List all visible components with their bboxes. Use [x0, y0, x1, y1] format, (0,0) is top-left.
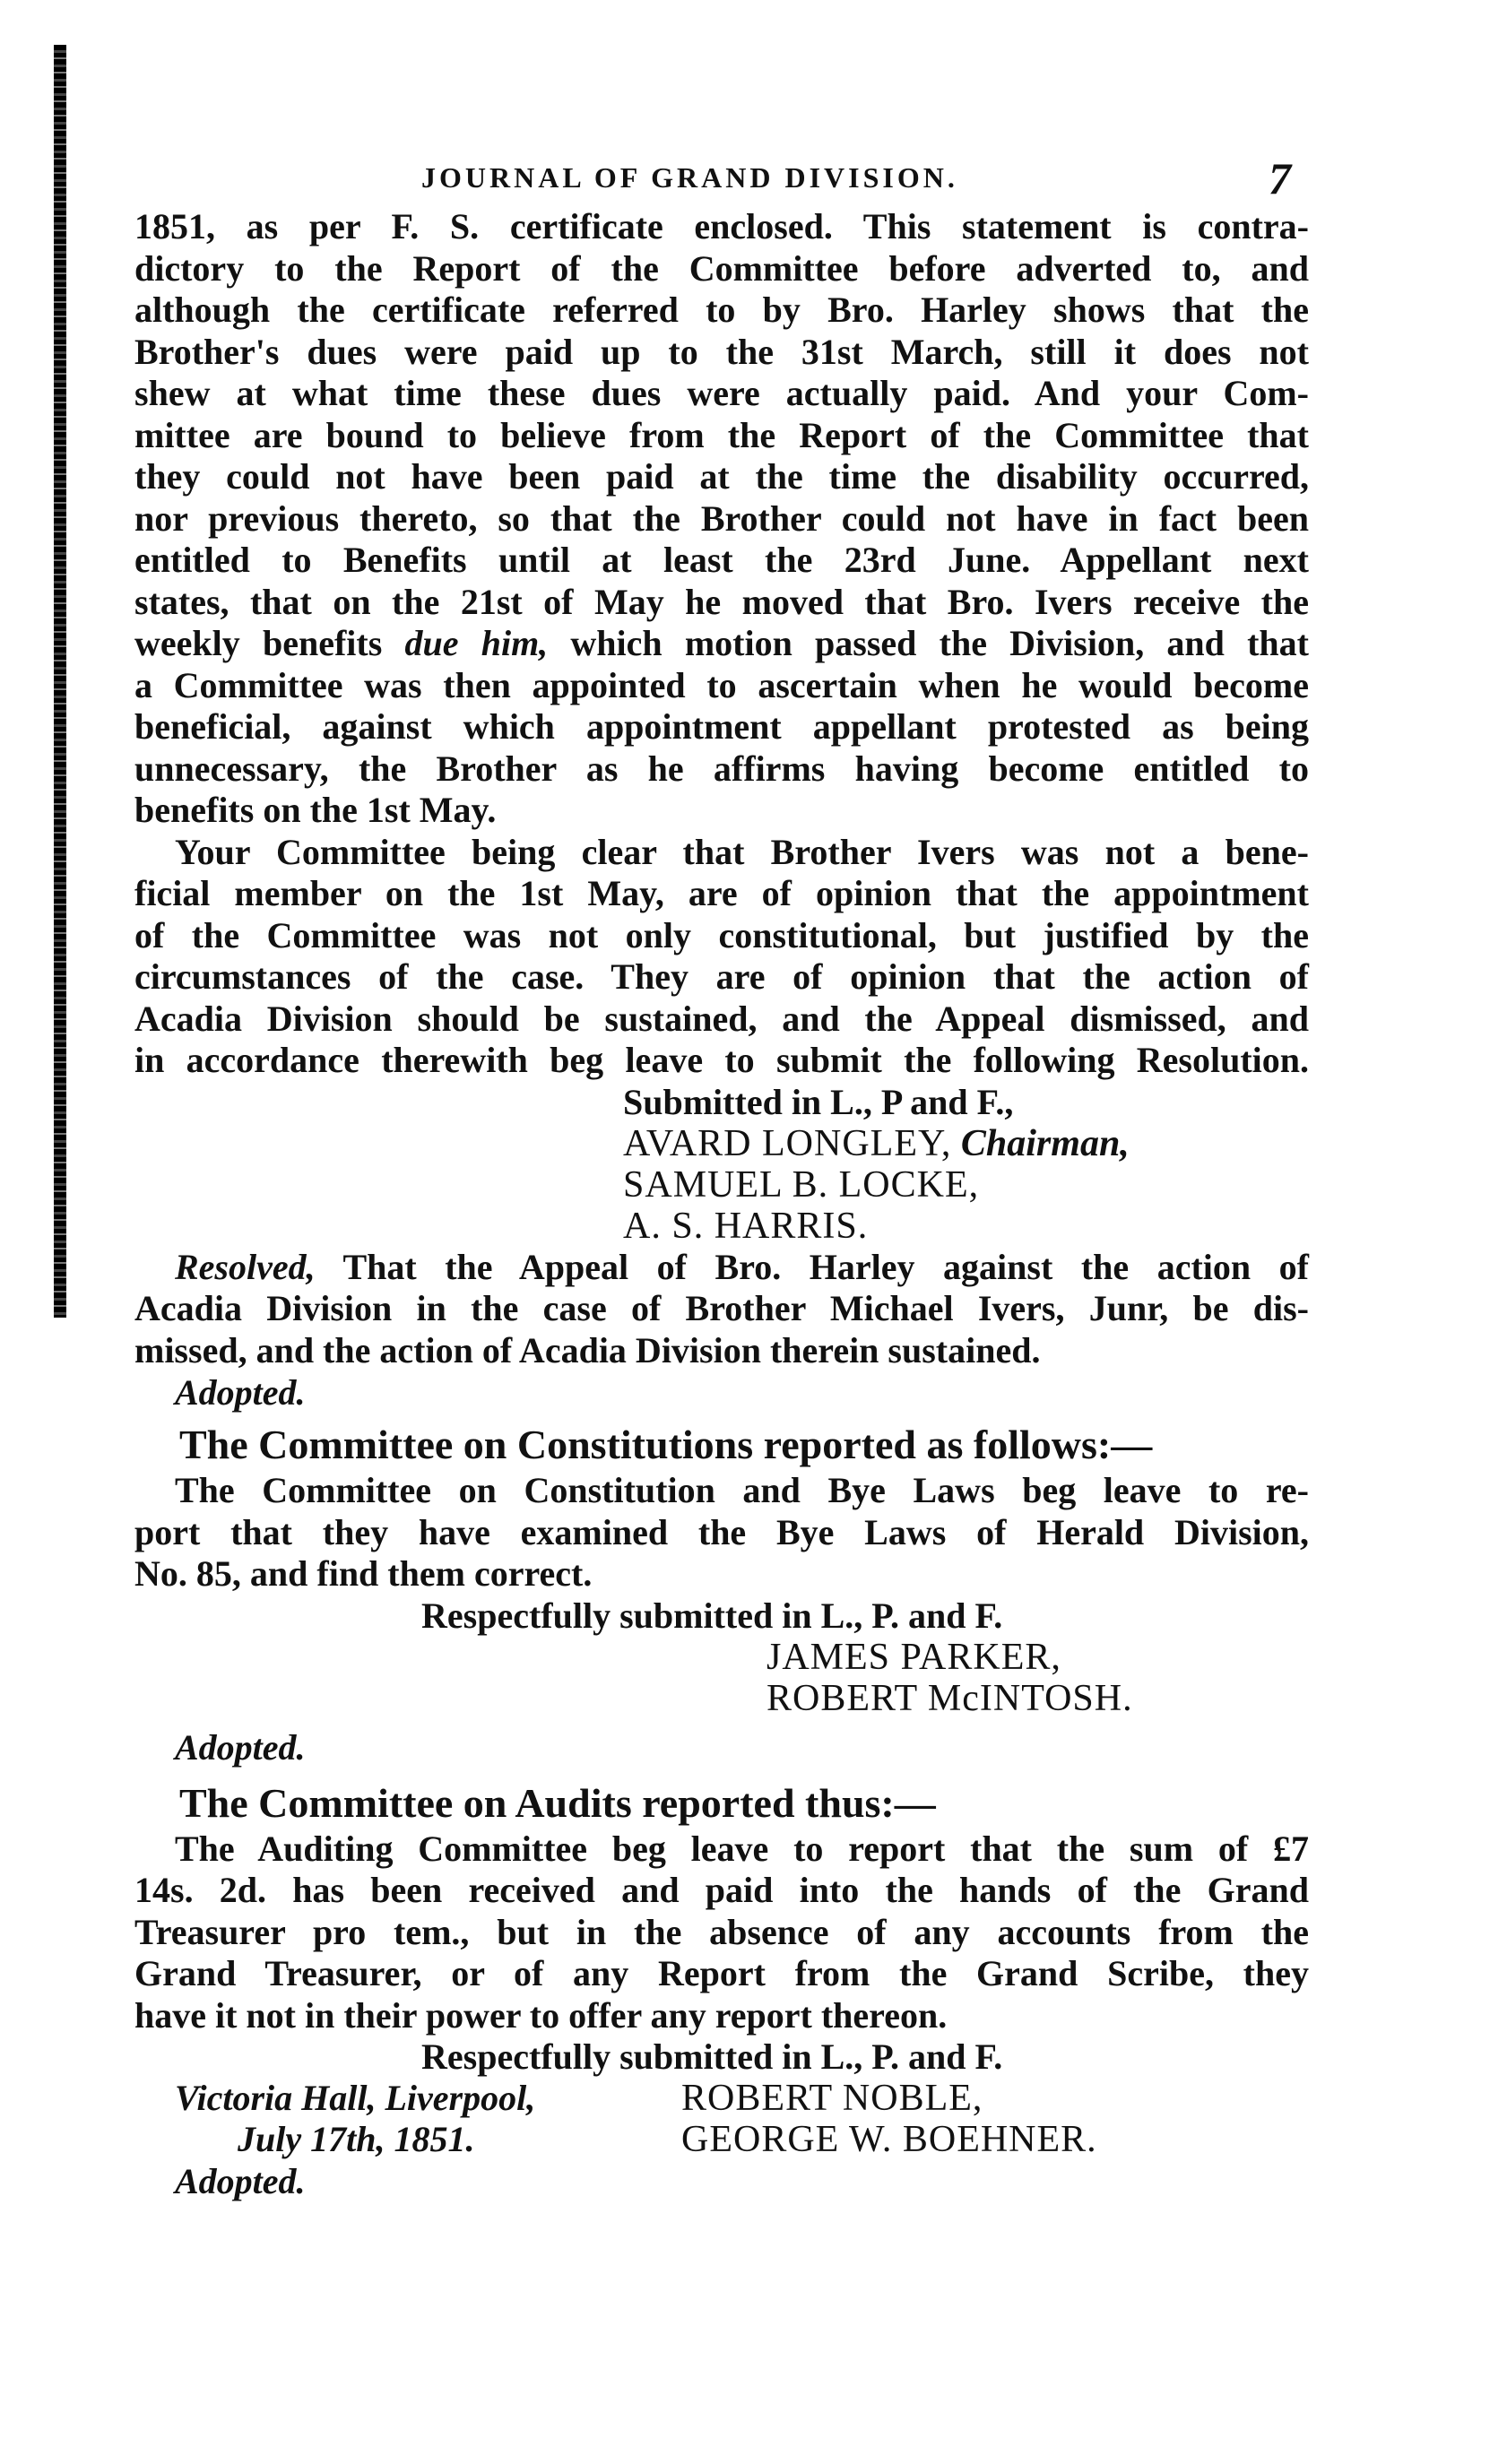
page-number: 7 [1269, 153, 1291, 203]
text-line: shew at what time these dues were actually paid. And your Com- [134, 373, 1309, 413]
paragraph-committee-opinion [134, 832, 1309, 1082]
submitted-line: Submitted in L., P and F., [623, 1081, 1014, 1122]
paragraph-audits-report [134, 1829, 1309, 2037]
text-line: The Committee on Constitution and Bye Laws beg leave to re- [175, 1470, 1309, 1510]
running-head [134, 152, 1309, 206]
signatory-name: ROBERT McINTOSH. [766, 1677, 1133, 1719]
signatory-role: Chairman, [960, 1122, 1130, 1164]
signatory-name: GEORGE W. BOEHNER. [681, 2119, 1097, 2160]
text-line: port that they have examined the Bye Laws of Herald Division, [134, 1511, 1309, 1552]
text-line: Treasurer pro tem., but in the absence of any accounts from the [134, 1911, 1309, 1952]
text-line [134, 623, 1309, 665]
signatory [134, 1123, 1309, 1164]
submitted-line: Respectfully submitted in L., P. and F. [421, 1595, 1003, 1636]
text-line: Your Committee being clear that Brother Ivers was not a bene- [175, 831, 1309, 872]
place-line: Victoria Hall, Liverpool, [175, 2078, 536, 2118]
section-heading-audits: The Committee on Audits reported thus:— [179, 1779, 936, 1826]
text-line: a Committee was then appointed to ascertain when he would become [134, 664, 1309, 705]
signatory-name: JAMES PARKER, [766, 1636, 1061, 1678]
paragraph-resolution [134, 1247, 1309, 1372]
text-line: mittee are bound to believe from the Report of the Committee that [134, 414, 1309, 455]
adopted-note: Adopted. [175, 1372, 306, 1413]
text-line: unnecessary, the Brother as he affirms having become entitled to [134, 748, 1309, 789]
submitted-line: Respectfully submitted in L., P. and F. [421, 2036, 1003, 2077]
text-line: The Auditing Committee beg leave to report that the sum of £7 [175, 1828, 1309, 1869]
signatory-name: ROBERT NOBLE, [681, 2078, 983, 2119]
text-line: 14s. 2d. has been received and paid into the hands of the Grand [134, 1870, 1309, 1910]
text-line: beneficial, against which appointment appellant protested as being [134, 706, 1309, 747]
signatory-name: A. S. HARRIS. [623, 1205, 869, 1247]
running-head-title: JOURNAL OF GRAND DIVISION. [421, 161, 958, 194]
text-line: nor previous thereto, so that the Brother could not have in fact been [134, 497, 1309, 539]
adopted-note: Adopted. [175, 1726, 306, 1768]
text-line: although the certificate referred to by Bro. Harley shows that the [134, 290, 1309, 330]
text-line: in accordance therewith beg leave to submit the following Resolution. [134, 1040, 1309, 1080]
text-line: missed, and the action of Acadia Division therein sustained. [134, 1329, 1041, 1370]
signatory-name: AVARD LONGLEY, [623, 1122, 952, 1164]
book-binding-edge [54, 45, 66, 1318]
signature-block-constitutions [134, 1595, 1309, 1719]
text-run: which motion passed the Division, and that [548, 623, 1309, 663]
signature-block-appeal [134, 1082, 1309, 1247]
text-line: dictory to the Report of the Committee before adverted to, and [134, 247, 1309, 289]
paragraph-appeal-statement [134, 206, 1309, 832]
paragraph-constitutions-report [134, 1470, 1309, 1595]
text-line: Acadia Division should be sustained, and the Appeal dismissed, and [134, 998, 1309, 1039]
resolved-label: Resolved, [175, 1246, 316, 1287]
text-run: weekly benefits [134, 623, 405, 663]
signature-row [134, 2119, 1309, 2160]
text-line: Acadia Division in the case of Brother Michael Ivers, Junr, be dis- [134, 1288, 1309, 1328]
section-heading-constitutions: The Committee on Constitutions reported as follows:— [179, 1422, 1153, 1467]
text-line [134, 1247, 1309, 1289]
page [134, 152, 1309, 2203]
text-line: circumstances of the case. They are of opinion that the action of [134, 956, 1309, 997]
adopted-note: Adopted. [175, 2161, 306, 2201]
italic-text: due him, [404, 623, 549, 663]
text-line: benefits on the 1st May. [134, 790, 497, 830]
text-line: of the Committee was not only constitutional, but justified by the [134, 914, 1309, 955]
signature-row [134, 2078, 1309, 2119]
text-line: 1851, as per F. S. certificate enclosed. This statement is contra- [134, 206, 1309, 246]
text-line: Grand Treasurer, or of any Report from the Grand Scribe, they [134, 1953, 1309, 1993]
text-line: Brother's dues were paid up to the 31st March, still it does not [134, 331, 1309, 372]
text-line: states, that on the 21st of May he moved that Bro. Ivers receive the [134, 581, 1309, 622]
date-line: July 17th, 1851. [238, 2119, 475, 2159]
signature-block-audits [134, 2036, 1309, 2160]
text-line: ficial member on the 1st May, are of opinion that the appointment [134, 873, 1309, 913]
text-line: have it not in their power to offer any report thereon. [134, 1994, 948, 2036]
text-line: No. 85, and find them correct. [134, 1553, 593, 1594]
text-run: That the Appeal of Bro. Harley against the action of [315, 1246, 1309, 1287]
text-line: entitled to Benefits until at least the 23rd June. Appellant next [134, 540, 1309, 580]
text-line: they could not have been paid at the time the disability occurred, [134, 456, 1309, 497]
signatory-name: SAMUEL B. LOCKE, [623, 1163, 980, 1206]
